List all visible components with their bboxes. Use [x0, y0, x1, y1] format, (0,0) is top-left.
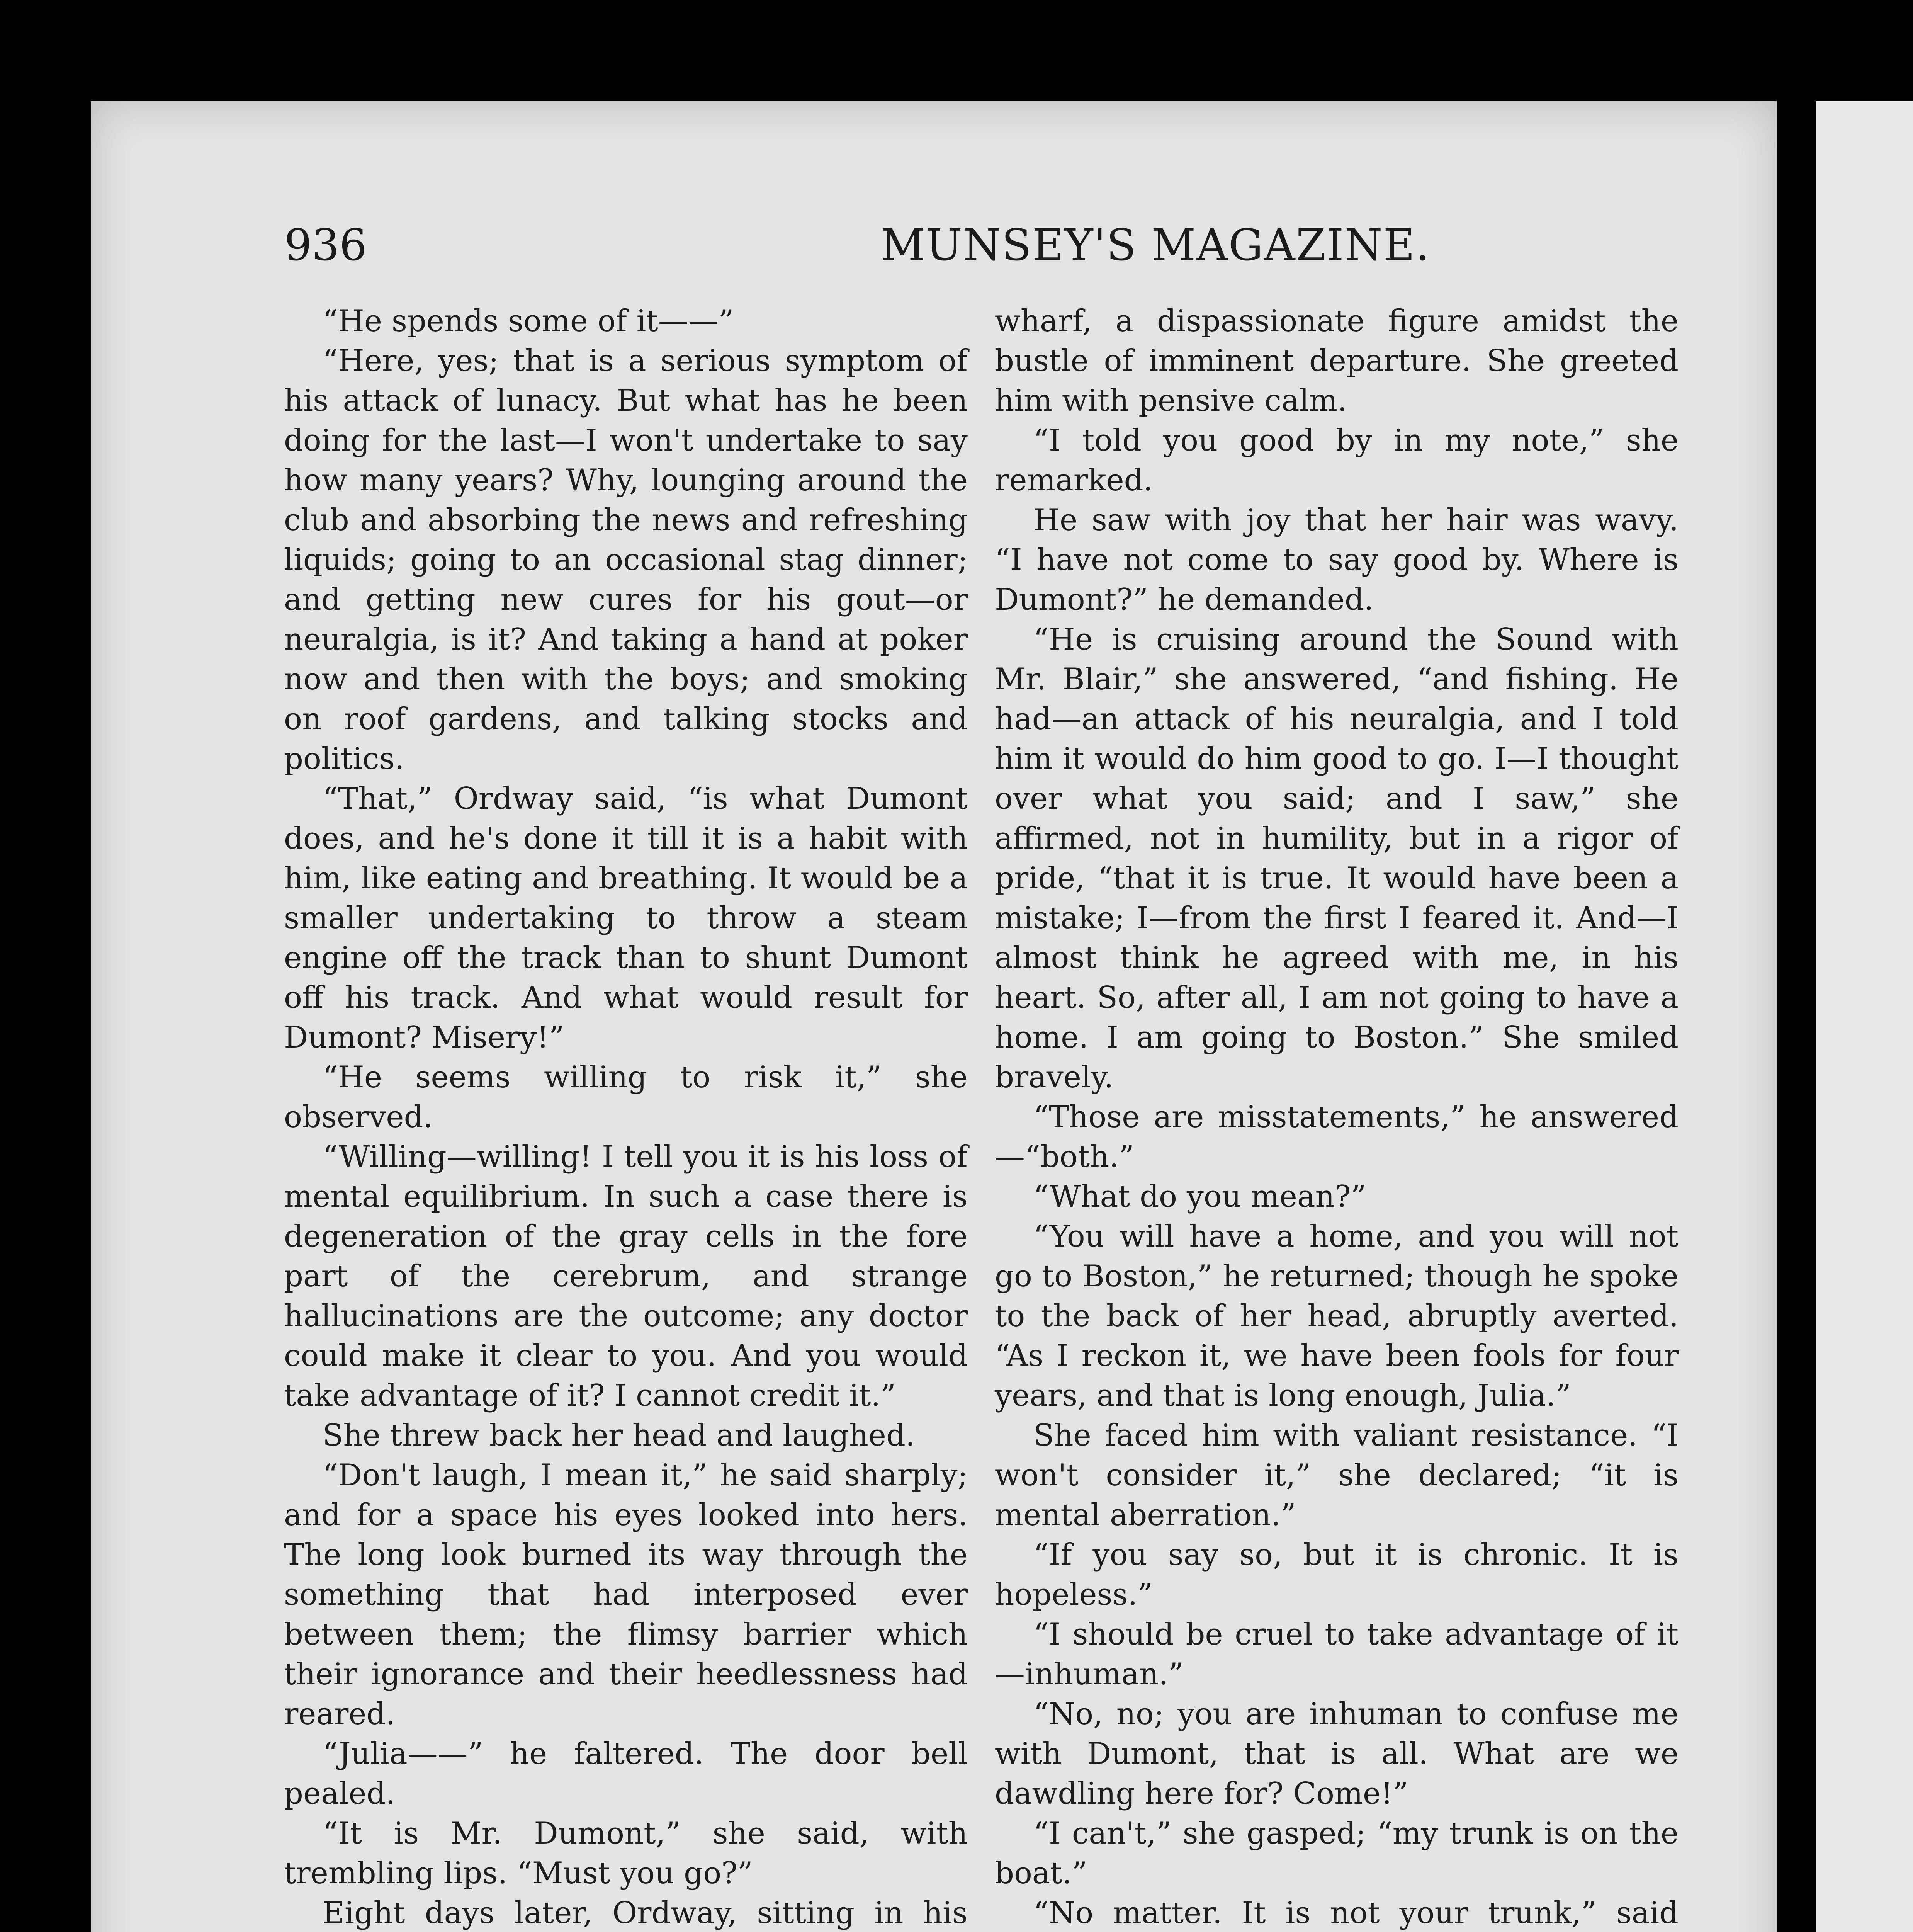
page-header	[193, 220, 1715, 282]
left-column-paragraph: Eight days later, Ordway, sitting in his	[323, 1896, 968, 1930]
text-column-right	[995, 301, 1679, 1932]
right-column-paragraph: “I can't,” she gasped; “my trunk is on the boat.”	[995, 1816, 1679, 1891]
right-column-paragraph: “If you say so, but it is chronic. It is hopeless.”	[995, 1537, 1679, 1612]
right-column-paragraph: wharf, a dispassionate figure amidst the bustle of imminent departure. She greeted him with pensive calm.	[995, 304, 1679, 418]
right-column-paragraph: “No matter. It is not your trunk,” said	[1033, 1896, 1679, 1930]
left-column-paragraph: “It is Mr. Dumont,” she said, with trembling lips. “Must you go?”	[284, 1816, 968, 1891]
right-column-paragraph: He saw with joy that her hair was wavy. “I have not come to say good by. Where is Dumont?” he demanded.	[995, 503, 1679, 617]
text-column-left	[284, 301, 968, 1932]
left-column-paragraph: She threw back her head and laughed.	[323, 1418, 915, 1453]
left-column-paragraph: “Don't laugh, I mean it,” he said sharply; and for a space his eyes looked into hers. The long look burned its way through the something that had interposed ever between them; the flimsy barrier which their ignorance and their heedlessness had reared.	[284, 1458, 968, 1731]
right-column-paragraph: “No, no; you are inhuman to confuse me with Dumont, that is all. What are we dawdling here for? Come!”	[995, 1697, 1679, 1811]
page-number: 936	[284, 220, 367, 270]
right-column-paragraph: “Those are misstatements,” he answered—“both.”	[995, 1100, 1679, 1174]
right-column-paragraph: “I told you good by in my note,” she remarked.	[995, 423, 1679, 498]
right-column-paragraph: “What do you mean?”	[1033, 1179, 1366, 1214]
right-column-paragraph: “You will have a home, and you will not go to Boston,” he returned; though he spoke to the back of her head, abruptly averted. “As I reckon it, we have been fools for four years, and that is long enough, Julia.”	[995, 1219, 1679, 1413]
left-column-paragraph: “That,” Ordway said, “is what Dumont does, and he's done it till it is a habit with him, like eating and breathing. It would be a smaller undertaking to throw a steam engine off the track than to shunt Dumont off his track. And what would result for Dumont? Misery!”	[284, 781, 968, 1055]
running-head: MUNSEY'S MAGAZINE.	[881, 220, 1430, 270]
adjacent-page-edge	[1816, 101, 1913, 1932]
left-column-paragraph: “Julia——” he faltered. The door bell pealed.	[284, 1736, 968, 1811]
left-column-paragraph: “He seems willing to risk it,” she observed.	[284, 1060, 968, 1134]
left-column-paragraph: “Willing—willing! I tell you it is his loss of mental equilibrium. In such a case there is degeneration of the gray cells in the fore part of the cerebrum, and strange hallucinations are the outcome; any doctor could make it clear to you. And you would take advantage of it? I cannot credit it.”	[284, 1139, 968, 1413]
left-column-paragraph: “He spends some of it——”	[323, 304, 734, 338]
left-column-paragraph: “Here, yes; that is a serious symptom of his attack of lunacy. But what has he been doing for the last—I won't undertake to say how many years? Why, lounging around the club and absorbing the news and refreshing liquids; going to an occasional stag dinner; and getting new cures for his gout—or neuralgia, is it? And taking a hand at poker now and then with the boys; and smoking on roof gardens, and talking stocks and politics.	[284, 344, 968, 776]
right-column-paragraph: She faced him with valiant resistance. “I won't consider it,” she declared; “it is mental aberration.”	[995, 1418, 1679, 1532]
right-column-paragraph: “He is cruising around the Sound with Mr. Blair,” she answered, “and fishing. He had—an attack of his neuralgia, and I told him it would do him good to go. I—I thought over what you said; and I saw,” she affirmed, not in humility, but in a rigor of pride, “that it is true. It would have been a mistake; I—from the first I feared it. And—I almost think he agreed with me, in his heart. So, after all, I am not going to have a home. I am going to Boston.” She smiled bravely.	[995, 622, 1679, 1095]
right-column-paragraph: “I should be cruel to take advantage of it—inhuman.”	[995, 1617, 1679, 1692]
